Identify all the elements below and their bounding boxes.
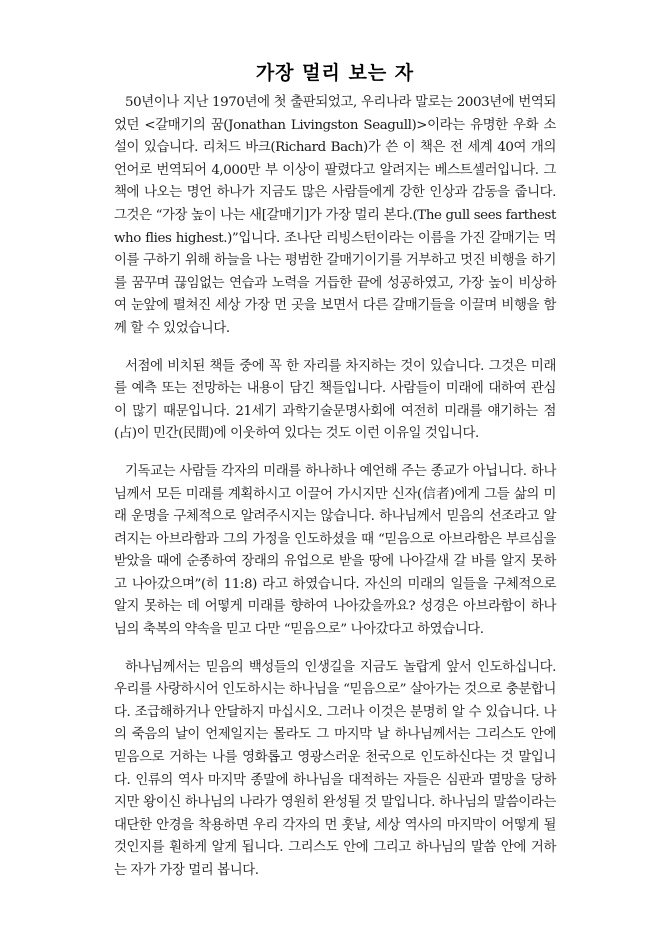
paragraph-4: 하나님께서는 믿음의 백성들의 인생길을 지금도 놀랍게 앞서 인도하십니다. 우리를 사랑하시어 인도하시는 하나님을 “믿음으로” 살아가는 것으로 충분합니다. 조급해하거나 안달하지 마십시오. 그러나 이것은 분명히 알 수 있습니다. 나의 죽음의 날이 언제일지는 몰라도 그 마지막 날 하나님께서는 그리스도 안에 믿음으로 거하는 나를 영화롭고 영광스러운 천국으로 인도하신다는 것 말입니다. 인류의 역사 마지막 종말에 하나님을 대적하는 자들은 심판과 멸망을 당하지만 왕이신 하나님의 나라가 영원히 완성될 것 말입니다. 하나님의 말씀이라는 대단한 안경을 착용하면 우리 각자의 먼 훗날, 세상 역사의 마지막이 어떻게 될 것인지를 훤하게 알게 됩니다. 그리스도 안에 그리고 하나님의 말씀 안에 거하는 자가 가장 멀리 봅니다. — [114, 659, 556, 878]
paragraph-2: 서점에 비치된 책들 중에 꼭 한 자리를 차지하는 것이 있습니다. 그것은 미래를 예측 또는 전망하는 내용이 담긴 책들입니다. 사람들이 미래에 대하여 관심이 많기 때문입니다. 21세기 과학기술문명사회에 여전히 미래를 얘기하는 점(占)이 민간(民間)에 이웃하여 있다는 것도 이런 이유일 것입니다. — [114, 358, 556, 442]
article-body — [114, 92, 556, 898]
paragraph-1: 50년이나 지난 1970년에 첫 출판되었고, 우리나라 말로는 2003년에 번역되었던 <갈매기의 꿈(Jonathan Livingston Seagull)>이라는 유명한 우화 소설이 있습니다. 리처드 바크(Richard Bach)가 쓴 이 책은 전 세계 40여 개의 언어로 번역되어 4,000만 부 이상이 팔렸다고 알려지는 베스트셀러입니다. 그 책에 나오는 명언 하나가 지금도 많은 사람들에게 강한 인상과 감동을 줍니다. 그것은 “가장 높이 나는 새[갈매기]가 가장 멀리 본다.(The gull sees farthest who flies highest.)”입니다. 조나단 리빙스턴이라는 이름을 가진 갈매기는 먹이를 구하기 위해 하늘을 나는 평범한 갈매기이기를 거부하고 멋진 비행을 하기를 꿈꾸며 끊임없는 연습과 노력을 거듭한 끝에 성공하였고, 가장 높이 비상하여 눈앞에 펼쳐진 세상 가장 먼 곳을 보면서 다른 갈매기들을 이끌며 비행을 함께 할 수 있었습니다. — [114, 95, 556, 336]
paragraph-3: 기독교는 사람들 각자의 미래를 하나하나 예언해 주는 종교가 아닙니다. 하나님께서 모든 미래를 계획하시고 이끌어 가시지만 신자(信者)에게 그들 삶의 미래 운명을 구체적으로 알려주시지는 않습니다. 하나님께서 믿음의 선조라고 알려지는 아브라함과 그의 가정을 인도하셨을 때 “믿음으로 아브라함은 부르심을 받았을 때에 순종하여 장래의 유업으로 받을 땅에 나아갈새 갈 바를 알지 못하고 나아갔으며”(히 11:8) 라고 하였습니다. 자신의 미래의 일들을 구체적으로 알지 못하는 데 어떻게 미래를 향하여 나아갔을까요? 성경은 아브라함이 하나님의 축복의 약속을 믿고 다만 “믿음으로” 나아갔다고 하였습니다. — [114, 463, 556, 638]
page-title: 가장 멀리 보는 자 — [255, 62, 415, 84]
